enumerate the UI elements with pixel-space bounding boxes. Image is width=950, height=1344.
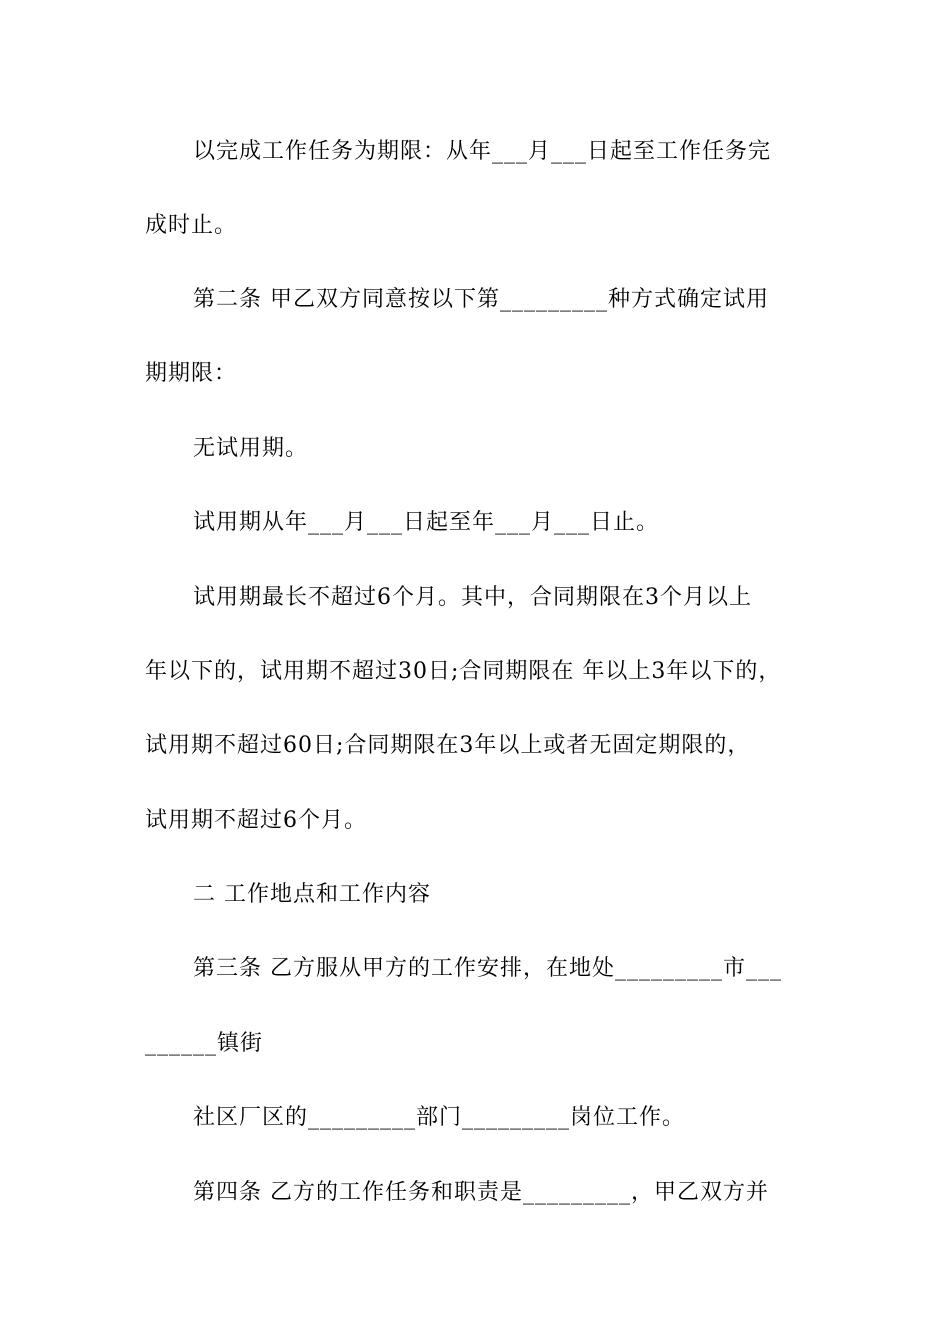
text-line: 无试用期。	[193, 436, 309, 461]
text-line: 期期限：	[145, 361, 238, 386]
text-line: 第四条 乙方的工作任务和职责是_________，甲乙双方并	[193, 1180, 769, 1205]
text-line: 第二条 甲乙双方同意按以下第_________种方式确定试用	[193, 287, 769, 312]
text-line: ______镇街	[145, 1031, 264, 1056]
text-line: 试用期不超过60日;合同期限在3年以上或者无固定期限的，	[145, 733, 751, 758]
text-line: 第三条 乙方服从甲方的工作安排，在地处_________市___	[193, 956, 782, 981]
text-line: 试用期最长不超过6个月。其中，合同期限在3个月以上	[193, 585, 752, 610]
text-line: 社区厂区的_________部门_________岗位工作。	[193, 1105, 686, 1130]
section-heading: 二 工作地点和工作内容	[193, 882, 431, 907]
text-line: 年以下的，试用期不超过30日;合同期限在 年以上3年以下的，	[145, 659, 782, 684]
text-line: 试用期从年___月___日起至年___月___日止。	[193, 510, 660, 535]
text-line: 以完成工作任务为期限：从年___月___日起至工作任务完	[193, 139, 772, 164]
text-line: 成时止。	[145, 213, 238, 238]
text-line: 试用期不超过6个月。	[145, 808, 367, 833]
